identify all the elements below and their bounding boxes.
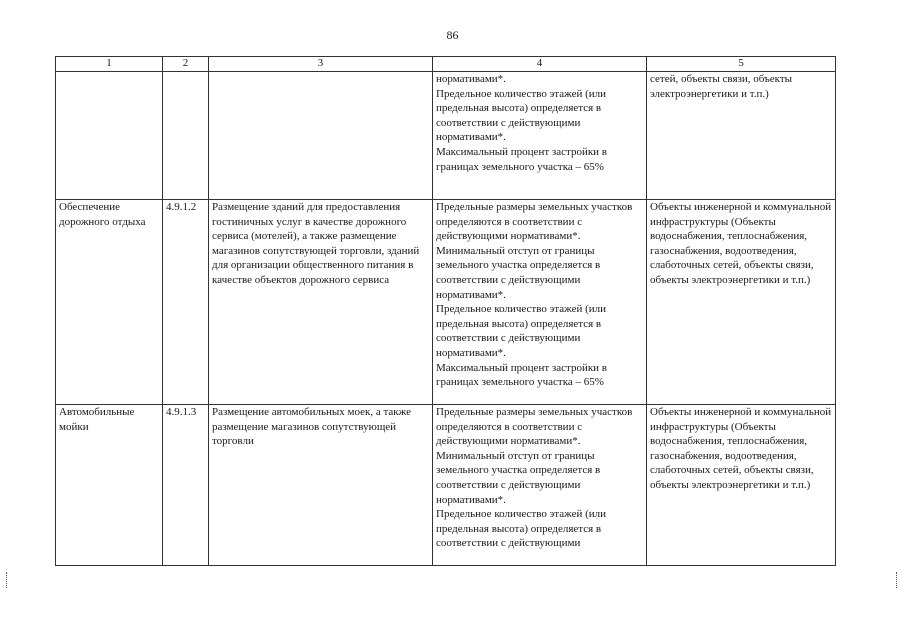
infrastructure-cell: Объекты инженерной и коммунальной инфраструктуры (Объекты водоснабжения, теплоснабжения, газоснабжения, водоотведения, слаботочных сетей, объекты связи, объекты электроэнергетики и т.п.) xyxy=(647,200,836,405)
land-use-table xyxy=(55,56,836,566)
infrastructure-cell: Объекты инженерной и коммунальной инфраструктуры (Объекты водоснабжения, теплоснабжения, газоснабжения, водоотведения, слаботочных сетей, объекты связи, объекты электроэнергетики и т.п.) xyxy=(647,405,836,566)
use-description-cell xyxy=(209,72,433,200)
header-row xyxy=(56,57,836,72)
column-header-2: 2 xyxy=(163,57,209,72)
use-name-cell xyxy=(56,72,163,200)
use-description-cell: Размещение автомобильных моек, а также размещение магазинов сопутствующей торговли xyxy=(209,405,433,566)
scan-edge-mark-right xyxy=(896,572,900,588)
table-row xyxy=(56,405,836,566)
table-row xyxy=(56,200,836,405)
use-name-cell: Обеспечение дорожного отдыха xyxy=(56,200,163,405)
page-number: 86 xyxy=(446,28,459,42)
use-code-cell: 4.9.1.2 xyxy=(163,200,209,405)
parameters-cell: Предельные размеры земельных участков определяются в соответствии с действующими нормативами*. Минимальный отступ от границы земельного участка определяется в соответствии с действующими нормативами*. Предельное количество этажей (или предельная высота) определяется в соответствии с действующими xyxy=(433,405,647,566)
table-row xyxy=(56,72,836,200)
use-name-cell: Автомобильные мойки xyxy=(56,405,163,566)
infrastructure-cell: сетей, объекты связи, объекты электроэнергетики и т.п.) xyxy=(647,72,836,200)
column-header-3: 3 xyxy=(209,57,433,72)
column-header-1: 1 xyxy=(56,57,163,72)
parameters-cell: нормативами*. Предельное количество этажей (или предельная высота) определяется в соответствии с действующими нормативами*. Максимальный процент застройки в границах земельного участка – 65% xyxy=(433,72,647,200)
column-header-4: 4 xyxy=(433,57,647,72)
use-code-cell: 4.9.1.3 xyxy=(163,405,209,566)
scan-edge-mark-left xyxy=(6,572,10,588)
parameters-cell: Предельные размеры земельных участков определяются в соответствии с действующими нормативами*. Минимальный отступ от границы земельного участка определяется в соответствии с действующими нормативами*. Предельное количество этажей (или предельная высота) определяется в соответствии с действующими нормативами*. Максимальный процент застройки в границах земельного участка – 65% xyxy=(433,200,647,405)
use-description-cell: Размещение зданий для предоставления гостиничных услуг в качестве дорожного сервиса (мотелей), а также размещение магазинов сопутствующей торговли, зданий для организации общественного питания в качестве объектов дорожного сервиса xyxy=(209,200,433,405)
column-header-5: 5 xyxy=(647,57,836,72)
use-code-cell xyxy=(163,72,209,200)
